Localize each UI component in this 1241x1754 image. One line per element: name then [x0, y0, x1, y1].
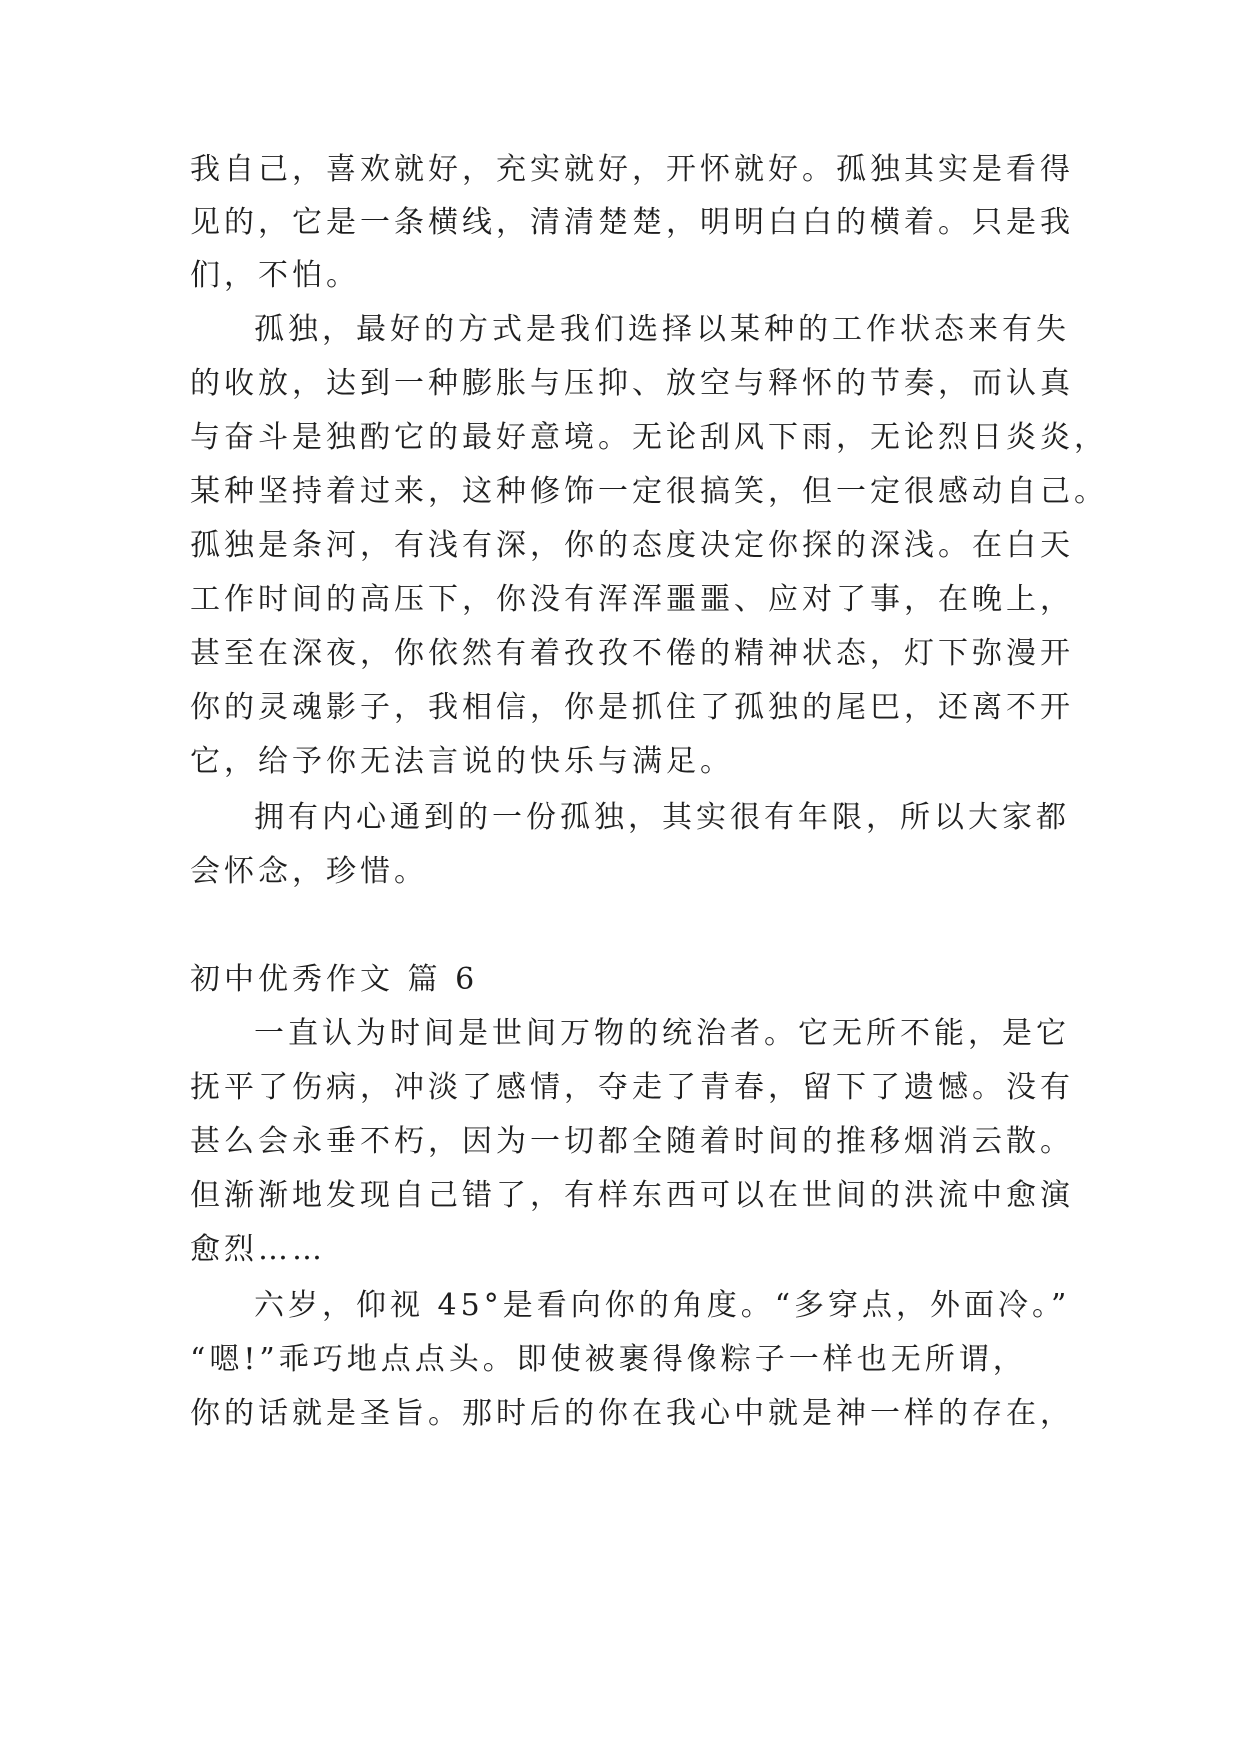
paragraph-line: 会怀念，珍惜。 — [190, 854, 428, 889]
paragraph-line: 见的，它是一条横线，清清楚楚，明明白白的横着。只是我 — [190, 205, 1074, 240]
paragraph-line: 工作时间的高压下，你没有浑浑噩噩、应对了事，在晚上， — [190, 582, 1074, 617]
paragraph-line: 它，给予你无法言说的快乐与满足。 — [190, 744, 734, 779]
paragraph-line: 拥有内心通到的一份孤独，其实很有年限，所以大家都 — [254, 800, 1070, 835]
paragraph-line: 一直认为时间是世间万物的统治者。它无所不能，是它 — [254, 1016, 1070, 1051]
paragraph-line: 与奋斗是独酌它的最好意境。无论刮风下雨，无论烈日炎炎， — [190, 420, 1108, 455]
paragraph-line: 你的灵魂影子，我相信，你是抓住了孤独的尾巴，还离不开 — [190, 690, 1074, 725]
paragraph-line: 的收放，达到一种膨胀与压抑、放空与释怀的节奏，而认真 — [190, 366, 1074, 401]
paragraph-line: 甚至在深夜，你依然有着孜孜不倦的精神状态，灯下弥漫开 — [190, 636, 1074, 671]
paragraph-line: 你的话就是圣旨。那时后的你在我心中就是神一样的存在， — [190, 1396, 1074, 1431]
paragraph-line: 但渐渐地发现自己错了，有样东西可以在世间的洪流中愈演 — [190, 1178, 1074, 1213]
paragraph-line: 孤独是条河，有浅有深，你的态度决定你探的深浅。在白天 — [190, 528, 1074, 563]
paragraph-line: 愈烈…… — [190, 1232, 326, 1267]
paragraph-line: 六岁，仰视 45°是看向你的角度。“多穿点，外面冷。” — [254, 1288, 1071, 1323]
paragraph-line: 抚平了伤病，冲淡了感情，夺走了青春，留下了遗憾。没有 — [190, 1070, 1074, 1105]
paragraph-line: 我自己，喜欢就好，充实就好，开怀就好。孤独其实是看得 — [190, 152, 1074, 187]
paragraph-line: 孤独，最好的方式是我们选择以某种的工作状态来有失 — [254, 312, 1070, 347]
paragraph-line: 甚么会永垂不朽，因为一切都全随着时间的推移烟消云散。 — [190, 1124, 1074, 1159]
section-heading: 初中优秀作文 篇 6 — [190, 962, 479, 997]
paragraph-line: “嗯!”乖巧地点点头。即使被裹得像粽子一样也无所谓， — [190, 1342, 1027, 1377]
paragraph-line: 某种坚持着过来，这种修饰一定很搞笑，但一定很感动自己。 — [190, 474, 1108, 509]
paragraph-line: 们，不怕。 — [190, 258, 360, 293]
